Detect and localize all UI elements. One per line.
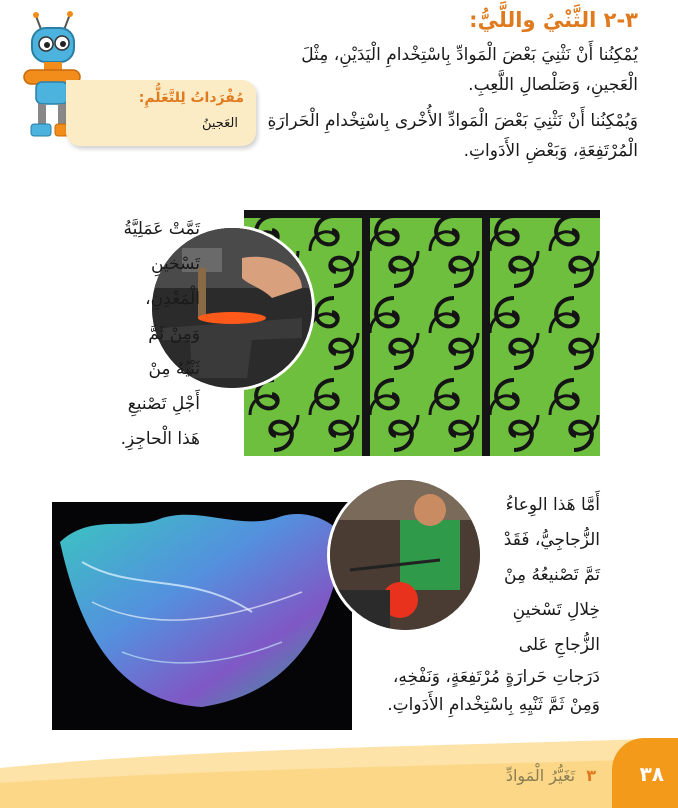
bowl-caption-line: الزُّجاجِ عَلى xyxy=(518,635,600,655)
gate-caption-line: هَذا الْحاجِزِ. xyxy=(120,429,200,449)
bowl-caption-line: الزُّجاجِيُّ، فَقَدْ xyxy=(503,530,600,550)
bowl-caption-line: خِلالِ تَسْخينِ xyxy=(512,600,600,620)
unit-number: ٣ xyxy=(586,766,596,785)
gate-caption xyxy=(50,212,200,457)
bowl-caption-line: دَرَجاتِ حَرارَةٍ مُرْتَفِعَةٍ، وَنَفْخِهِ، xyxy=(392,667,600,687)
section-title: ٣-٢ الثَّنْيُ واللَّيُّ: xyxy=(469,8,638,32)
bowl-caption-line: وَمِنْ ثَمَّ ثَنْيِهِ بِاسْتِخْدامِ الأَدَواتِ. xyxy=(387,695,600,715)
bowl-caption-line: تَمَّ تَصْنيعُهُ مِنْ xyxy=(504,565,600,585)
gate-caption-line: ثَنْيُهُ مِنْ xyxy=(148,359,200,379)
vocabulary-term: العَجينُ xyxy=(201,116,238,131)
gate-caption-line: أَجْلِ تَصْنيعِ xyxy=(127,394,200,414)
unit-title: تَغَيُّرُ الْمَوادِّ xyxy=(505,766,576,785)
gate-caption-line: تَسْخينِ xyxy=(151,254,200,274)
bowl-caption-continued xyxy=(270,663,600,719)
gate-caption-line: تَمَّتْ عَمَلِيَّةُ xyxy=(123,219,200,239)
unit-label xyxy=(506,766,596,785)
bowl-caption-line: أَمَّا هَذا الوِعاءُ xyxy=(505,495,600,515)
vocabulary-title: مُفْرَداتُ لِلتَّعَلُّمِ: xyxy=(138,90,244,106)
gate-caption-line: الْمَعْدِنِ، xyxy=(145,289,200,309)
intro-paragraph-1: يُمْكِنُنا أَنْ نَثْنِيَ بَعْضَ الْمَوادِّ بِاسْتِخْدامِ الْيَدَيْنِ، مِثْلَ الْعَجينِ، وَصَلْصالِ اللَّعِبِ. xyxy=(301,45,638,95)
intro-text xyxy=(258,40,638,172)
page-number: ٣٨ xyxy=(639,762,664,786)
vocabulary-box xyxy=(66,80,256,146)
bowl-caption xyxy=(430,488,600,663)
gate-caption-line: وَمِنْ ثَمَّ xyxy=(148,324,200,344)
intro-paragraph-2: وَيُمْكِنُنا أَنْ نَثْنِيَ بَعْضَ الْمَوادِّ الأُخْرى بِاسْتِخْدامِ الْحَرارَةِ الْمُرْتَفِعَةِ، وَبَعْضِ الأَدَواتِ. xyxy=(267,111,638,161)
